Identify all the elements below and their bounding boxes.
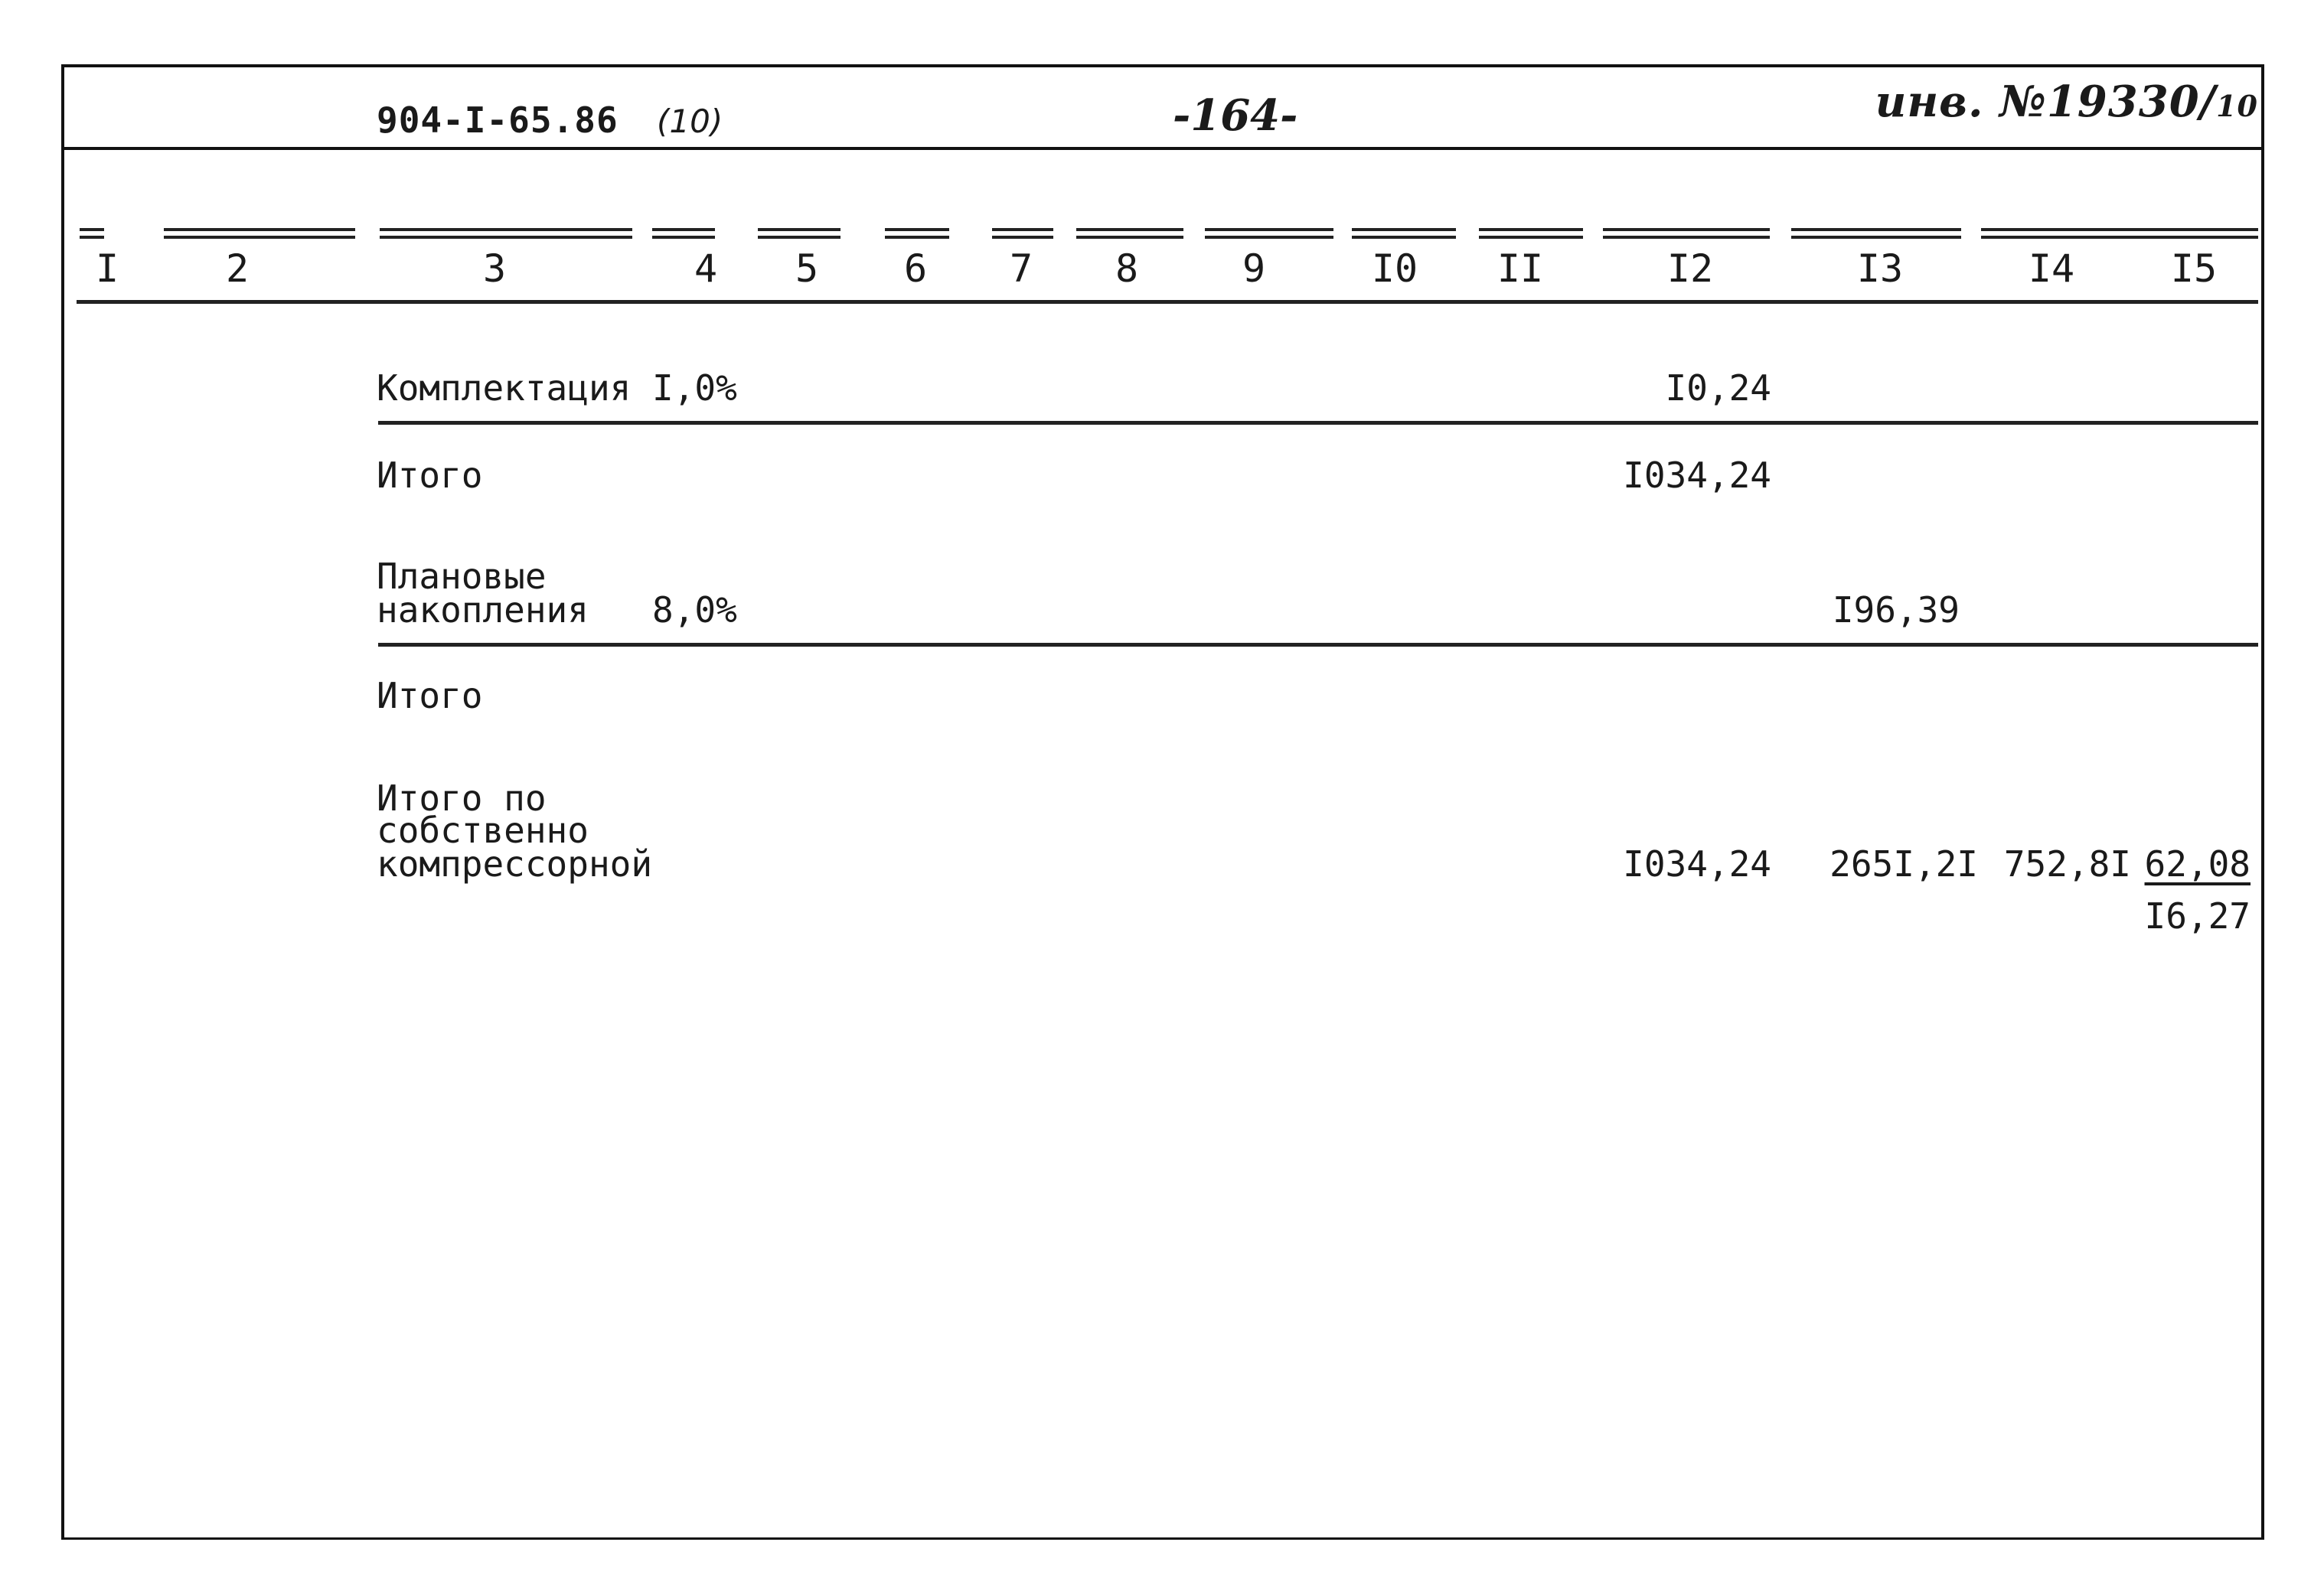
row-rule <box>378 643 2258 647</box>
inventory-number: инв. №19330/10 <box>1875 77 2258 127</box>
column-number-12: I2 <box>1666 246 1714 291</box>
row-label-planovye-line1: Плановые <box>377 556 547 597</box>
column-number-15: I5 <box>2170 246 2218 291</box>
column-number-14: I4 <box>2028 246 2075 291</box>
row-itogo-po-col14: 752,8I <box>2003 843 2131 885</box>
inventory-suffix: 10 <box>2216 89 2258 123</box>
column-number-1: I <box>95 246 119 291</box>
column-number-8: 8 <box>1115 246 1139 291</box>
header-divider <box>61 147 2264 150</box>
column-number-3: 3 <box>482 246 507 291</box>
column-number-13: I3 <box>1856 246 1904 291</box>
document-code: 904-I-65.86 <box>377 99 619 141</box>
row-planovye-col13: I96,39 <box>1832 589 1960 631</box>
column-number-11: II <box>1497 246 1544 291</box>
row-percent-komplektaciya: I,0% <box>652 367 737 409</box>
row-itogo-po-col15-bottom: I6,27 <box>2144 895 2251 937</box>
row-label-itogo-po-line2: собственно <box>377 810 589 851</box>
row-komplektaciya-col12: I0,24 <box>1665 367 1771 409</box>
row-rule <box>378 421 2258 425</box>
row-percent-planovye: 8,0% <box>652 589 737 631</box>
column-number-9: 9 <box>1242 246 1266 291</box>
column-number-10: I0 <box>1371 246 1418 291</box>
row-itogo-1-col12: I034,24 <box>1623 455 1771 496</box>
column-number-7: 7 <box>1009 246 1033 291</box>
row-label-planovye-line2: накопления <box>377 589 589 631</box>
row-label-itogo-po-line3: компрессорной <box>377 843 653 885</box>
row-itogo-po-col12: I034,24 <box>1623 843 1771 885</box>
column-number-5: 5 <box>795 246 819 291</box>
row-label-itogo-1: Итого <box>377 455 483 496</box>
inventory-value: 19330 <box>2046 77 2200 127</box>
column-number-6: 6 <box>903 246 928 291</box>
column-header-bottom-rule <box>77 300 2258 304</box>
row-itogo-po-col13: 265I,2I <box>1829 843 1978 885</box>
row-itogo-po-col15-top: 62,08 <box>2144 843 2251 885</box>
document-code-sub: (10) <box>657 103 723 140</box>
row-label-komplektaciya: Комплектация <box>377 367 632 409</box>
row-label-itogo-2: Итого <box>377 675 483 716</box>
page-number: -164- <box>1173 90 1298 141</box>
column-number-2: 2 <box>225 246 250 291</box>
row-label-itogo-po-line1: Итого по <box>377 778 547 819</box>
inventory-prefix: инв. № <box>1875 77 2047 127</box>
column-number-4: 4 <box>694 246 718 291</box>
